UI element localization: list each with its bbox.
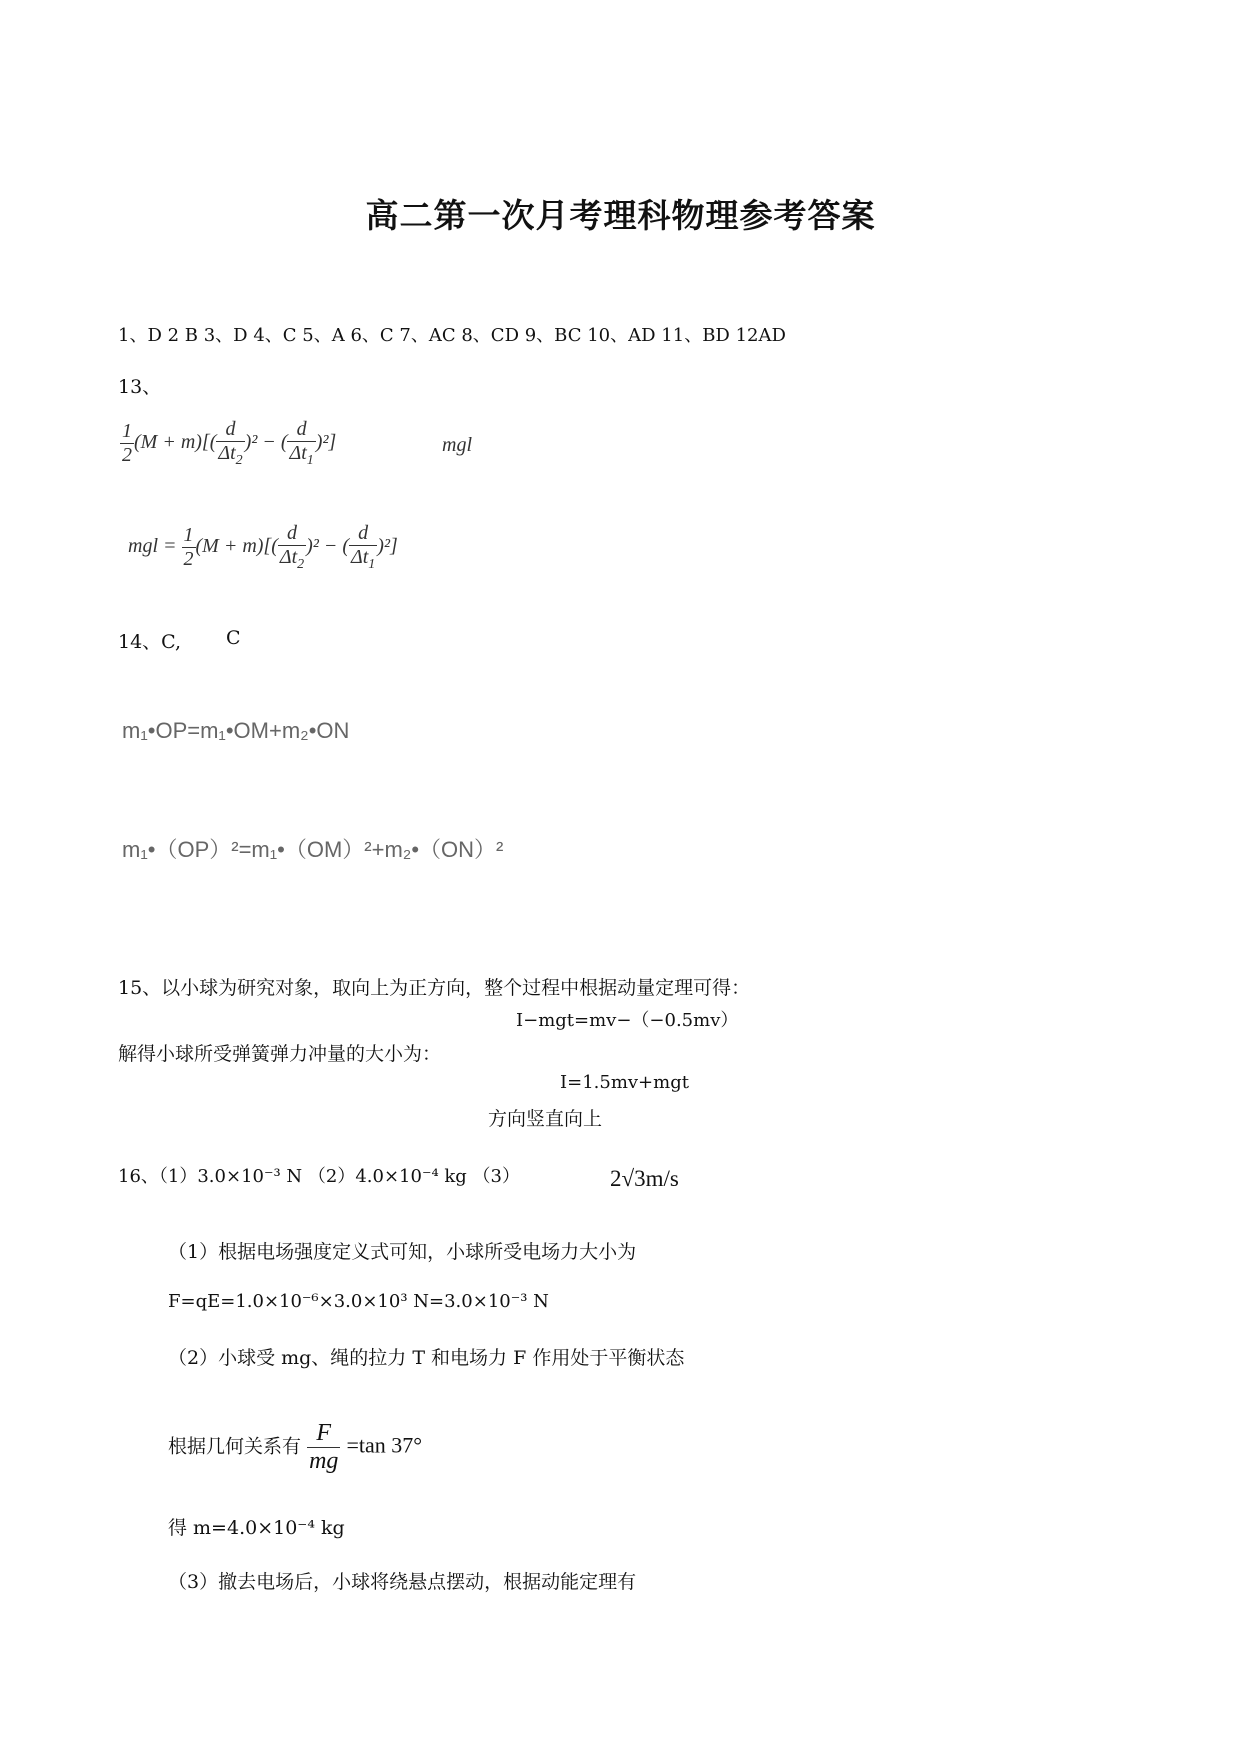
end-term: )²] — [377, 535, 398, 558]
delta-t: Δt — [218, 442, 236, 464]
q16-part-1-eq: F=qE=1.0×10⁻⁶×3.0×10³ N=3.0×10⁻³ N — [168, 1291, 549, 1312]
mass-term: (M + m)[( — [134, 431, 217, 454]
frac-num: d — [349, 522, 377, 546]
mass-term: (M + m)[( — [195, 535, 278, 558]
choice-answers: 1、D 2 B 3、D 4、C 5、A 6、C 7、AC 8、CD 9、BC 10、AD 11、BD 12AD — [118, 325, 786, 346]
q15-direction: 方向竖直向上 — [488, 1108, 603, 1130]
q16-answer-3: 2√3m/s — [610, 1166, 679, 1191]
delta-t: Δt — [350, 546, 369, 568]
q15-intro: 15、以小球为研究对象，取向上为正方向，整个过程中根据动量定理可得： — [118, 977, 751, 999]
q15-eq-2: I=1.5mv+mgt — [560, 1072, 689, 1093]
frac-den: 2 — [183, 548, 194, 570]
frac-den: 2 — [122, 444, 132, 466]
page-title: 高二第一次月考理科物理参考答案 — [365, 196, 876, 235]
q14-eq-2: m₁•（OP）²=m₁•（OM）²+m₂•（ON）² — [122, 837, 504, 862]
q13-formula-1 — [120, 418, 336, 469]
q15-result-text: 解得小球所受弹簧弹力冲量的大小为： — [118, 1043, 442, 1065]
q13-mgl: mgl — [442, 434, 472, 456]
q16-part-3 — [168, 1420, 422, 1475]
q14-label: 14、C, — [118, 631, 182, 653]
frac-den: mg — [309, 1448, 339, 1474]
frac-num: 1 — [122, 420, 132, 442]
frac-num: d — [287, 418, 315, 442]
minus-term: )² − ( — [244, 431, 288, 454]
q16-part-5: （3）撤去电场后，小球将绕悬点摆动，根据动能定理有 — [168, 1571, 637, 1593]
subscript: 1 — [306, 453, 314, 468]
delta-t: Δt — [289, 442, 307, 464]
delta-t: Δt — [279, 546, 298, 568]
subscript: 2 — [235, 453, 243, 468]
subscript: 2 — [297, 557, 305, 572]
frac-num: F — [307, 1420, 340, 1448]
minus-term: )² − ( — [306, 535, 349, 558]
q16-part-3-prefix: 根据几何关系有 — [168, 1435, 302, 1458]
subscript: 1 — [368, 557, 376, 572]
q13-label: 13、 — [118, 376, 162, 398]
q16-answers: 16、（1）3.0×10⁻³ N （2）4.0×10⁻⁴ kg （3） — [118, 1166, 520, 1187]
q16-part-1: （1）根据电场强度定义式可知，小球所受电场力大小为 — [168, 1241, 637, 1263]
q14-answer-2: C — [226, 627, 241, 649]
q16-part-3-suffix: =tan 37° — [346, 1432, 423, 1458]
q16-part-2: （2）小球受 mg、绳的拉力 T 和电场力 F 作用处于平衡状态 — [168, 1347, 685, 1369]
q16-fraction — [307, 1420, 340, 1475]
end-term: )²] — [315, 431, 337, 454]
q16-part-4: 得 m=4.0×10⁻⁴ kg — [168, 1517, 345, 1539]
frac-num: 1 — [183, 524, 194, 546]
q14-eq-1: m₁•OP=m₁•OM+m₂•ON — [122, 718, 350, 743]
q13-formula-2 — [128, 522, 398, 573]
frac-num: d — [278, 522, 306, 546]
q15-eq-1: I−mgt=mv−（−0.5mv） — [516, 1010, 739, 1031]
frac-num: d — [216, 418, 244, 442]
eq-prefix: mgl = — [128, 535, 182, 558]
